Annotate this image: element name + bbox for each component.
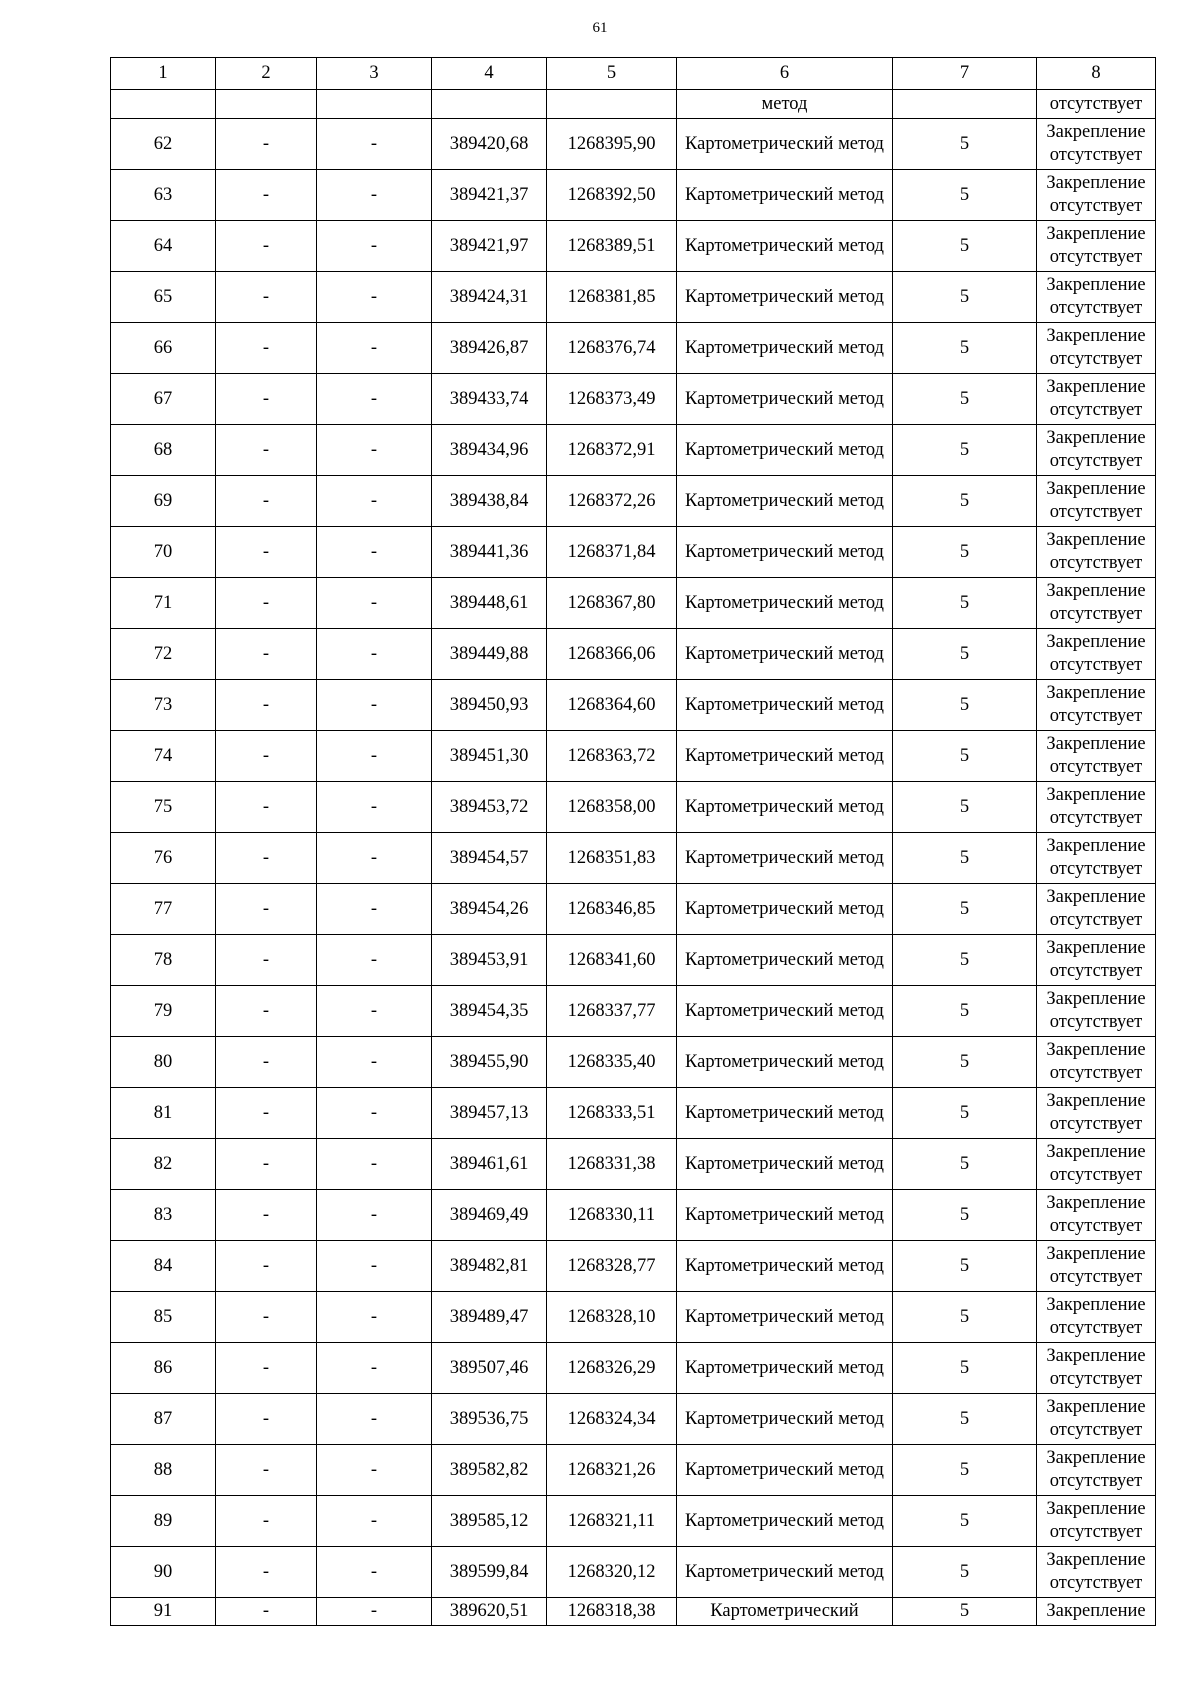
accuracy-cell: 5 (893, 170, 1037, 221)
table-cell: отсутствует (1037, 90, 1156, 119)
method-cell: Картометрический метод (677, 1241, 893, 1292)
table-row (111, 629, 1156, 680)
table-row (111, 1241, 1156, 1292)
table-row (111, 272, 1156, 323)
x-coordinate-cell: 389441,36 (432, 527, 547, 578)
point-number-cell: 78 (111, 935, 216, 986)
fixation-cell: Закрепление отсутствует (1037, 119, 1156, 170)
col2-cell: - (216, 272, 317, 323)
method-cell: Картометрический метод (677, 935, 893, 986)
accuracy-cell: 5 (893, 782, 1037, 833)
point-number-cell: 76 (111, 833, 216, 884)
y-coordinate-cell: 1268371,84 (547, 527, 677, 578)
header-cell-4: 4 (432, 58, 547, 90)
table-row (111, 1445, 1156, 1496)
accuracy-cell: 5 (893, 680, 1037, 731)
point-number-cell: 87 (111, 1394, 216, 1445)
header-cell-6: 6 (677, 58, 893, 90)
fixation-cell: Закрепление отсутствует (1037, 680, 1156, 731)
x-coordinate-cell: 389536,75 (432, 1394, 547, 1445)
accuracy-cell: 5 (893, 1088, 1037, 1139)
method-cell: Картометрический (677, 1598, 893, 1626)
col2-cell: - (216, 1445, 317, 1496)
col3-cell: - (317, 1292, 432, 1343)
point-number-cell: 77 (111, 884, 216, 935)
col2-cell: - (216, 1496, 317, 1547)
y-coordinate-cell: 1268330,11 (547, 1190, 677, 1241)
x-coordinate-cell: 389461,61 (432, 1139, 547, 1190)
col3-cell: - (317, 935, 432, 986)
table-row (111, 1037, 1156, 1088)
y-coordinate-cell: 1268335,40 (547, 1037, 677, 1088)
accuracy-cell: 5 (893, 1496, 1037, 1547)
method-cell: Картометрический метод (677, 833, 893, 884)
table-row (111, 1292, 1156, 1343)
y-coordinate-cell: 1268326,29 (547, 1343, 677, 1394)
col3-cell: - (317, 578, 432, 629)
table-row (111, 1547, 1156, 1598)
x-coordinate-cell: 389454,26 (432, 884, 547, 935)
x-coordinate-cell: 389455,90 (432, 1037, 547, 1088)
col3-cell: - (317, 1037, 432, 1088)
point-number-cell: 66 (111, 323, 216, 374)
table-row (111, 170, 1156, 221)
y-coordinate-cell: 1268364,60 (547, 680, 677, 731)
accuracy-cell: 5 (893, 1547, 1037, 1598)
method-cell: Картометрический метод (677, 680, 893, 731)
x-coordinate-cell: 389507,46 (432, 1343, 547, 1394)
accuracy-cell: 5 (893, 323, 1037, 374)
fixation-cell: Закрепление отсутствует (1037, 782, 1156, 833)
accuracy-cell: 5 (893, 1241, 1037, 1292)
point-number-cell: 74 (111, 731, 216, 782)
point-number-cell: 75 (111, 782, 216, 833)
coordinates-table (110, 57, 1156, 1626)
fixation-cell: Закрепление отсутствует (1037, 731, 1156, 782)
method-cell: Картометрический метод (677, 476, 893, 527)
accuracy-cell: 5 (893, 884, 1037, 935)
x-coordinate-cell: 389421,97 (432, 221, 547, 272)
y-coordinate-cell: 1268392,50 (547, 170, 677, 221)
col2-cell: - (216, 782, 317, 833)
accuracy-cell: 5 (893, 578, 1037, 629)
col2-cell: - (216, 629, 317, 680)
x-coordinate-cell: 389489,47 (432, 1292, 547, 1343)
method-cell: Картометрический метод (677, 323, 893, 374)
accuracy-cell: 5 (893, 1598, 1037, 1626)
x-coordinate-cell: 389585,12 (432, 1496, 547, 1547)
fixation-cell: Закрепление отсутствует (1037, 578, 1156, 629)
table-row (111, 884, 1156, 935)
y-coordinate-cell: 1268389,51 (547, 221, 677, 272)
table-cell (893, 90, 1037, 119)
col3-cell: - (317, 1547, 432, 1598)
fixation-cell: Закрепление отсутствует (1037, 323, 1156, 374)
x-coordinate-cell: 389438,84 (432, 476, 547, 527)
method-cell: Картометрический метод (677, 1139, 893, 1190)
point-number-cell: 79 (111, 986, 216, 1037)
x-coordinate-cell: 389424,31 (432, 272, 547, 323)
y-coordinate-cell: 1268351,83 (547, 833, 677, 884)
table-row (111, 527, 1156, 578)
fixation-cell: Закрепление отсутствует (1037, 833, 1156, 884)
table-cell (111, 90, 216, 119)
method-cell: Картометрический метод (677, 527, 893, 578)
accuracy-cell: 5 (893, 1037, 1037, 1088)
col2-cell: - (216, 884, 317, 935)
continuation-row (111, 90, 1156, 119)
header-cell-2: 2 (216, 58, 317, 90)
y-coordinate-cell: 1268395,90 (547, 119, 677, 170)
fixation-cell: Закрепление отсутствует (1037, 1088, 1156, 1139)
method-cell: Картометрический метод (677, 1394, 893, 1445)
fixation-cell: Закрепление (1037, 1598, 1156, 1626)
x-coordinate-cell: 389420,68 (432, 119, 547, 170)
point-number-cell: 86 (111, 1343, 216, 1394)
accuracy-cell: 5 (893, 1292, 1037, 1343)
fixation-cell: Закрепление отсутствует (1037, 1190, 1156, 1241)
x-coordinate-cell: 389421,37 (432, 170, 547, 221)
col3-cell: - (317, 476, 432, 527)
col2-cell: - (216, 1292, 317, 1343)
col3-cell: - (317, 1598, 432, 1626)
col3-cell: - (317, 680, 432, 731)
header-cell-1: 1 (111, 58, 216, 90)
page-number: 61 (592, 20, 608, 36)
accuracy-cell: 5 (893, 1445, 1037, 1496)
table-row (111, 731, 1156, 782)
method-cell: Картометрический метод (677, 1445, 893, 1496)
fixation-cell: Закрепление отсутствует (1037, 1343, 1156, 1394)
y-coordinate-cell: 1268331,38 (547, 1139, 677, 1190)
method-cell: Картометрический метод (677, 170, 893, 221)
fixation-cell: Закрепление отсутствует (1037, 986, 1156, 1037)
fixation-cell: Закрепление отсутствует (1037, 374, 1156, 425)
y-coordinate-cell: 1268363,72 (547, 731, 677, 782)
col3-cell: - (317, 1139, 432, 1190)
point-number-cell: 63 (111, 170, 216, 221)
col2-cell: - (216, 374, 317, 425)
col3-cell: - (317, 119, 432, 170)
method-cell: Картометрический метод (677, 1292, 893, 1343)
fixation-cell: Закрепление отсутствует (1037, 1445, 1156, 1496)
x-coordinate-cell: 389599,84 (432, 1547, 547, 1598)
fixation-cell: Закрепление отсутствует (1037, 272, 1156, 323)
x-coordinate-cell: 389453,91 (432, 935, 547, 986)
method-cell: Картометрический метод (677, 374, 893, 425)
x-coordinate-cell: 389450,93 (432, 680, 547, 731)
fixation-cell: Закрепление отсутствует (1037, 170, 1156, 221)
col2-cell: - (216, 1598, 317, 1626)
fixation-cell: Закрепление отсутствует (1037, 935, 1156, 986)
table-row (111, 782, 1156, 833)
table-row (111, 578, 1156, 629)
method-cell: Картометрический метод (677, 1190, 893, 1241)
col2-cell: - (216, 731, 317, 782)
x-coordinate-cell: 389469,49 (432, 1190, 547, 1241)
table-row (111, 833, 1156, 884)
col3-cell: - (317, 527, 432, 578)
fixation-cell: Закрепление отсутствует (1037, 476, 1156, 527)
method-cell: Картометрический метод (677, 221, 893, 272)
col2-cell: - (216, 935, 317, 986)
method-cell: Картометрический метод (677, 272, 893, 323)
table-cell (216, 90, 317, 119)
method-cell: Картометрический метод (677, 629, 893, 680)
method-cell: Картометрический метод (677, 986, 893, 1037)
accuracy-cell: 5 (893, 425, 1037, 476)
table-row (111, 935, 1156, 986)
fixation-cell: Закрепление отсутствует (1037, 1139, 1156, 1190)
col3-cell: - (317, 884, 432, 935)
header-row (111, 58, 1156, 90)
y-coordinate-cell: 1268372,26 (547, 476, 677, 527)
col2-cell: - (216, 476, 317, 527)
col2-cell: - (216, 986, 317, 1037)
accuracy-cell: 5 (893, 833, 1037, 884)
point-number-cell: 84 (111, 1241, 216, 1292)
point-number-cell: 62 (111, 119, 216, 170)
col2-cell: - (216, 578, 317, 629)
table-row (111, 1343, 1156, 1394)
accuracy-cell: 5 (893, 527, 1037, 578)
col3-cell: - (317, 1343, 432, 1394)
table-row (111, 374, 1156, 425)
table-row (111, 323, 1156, 374)
accuracy-cell: 5 (893, 1139, 1037, 1190)
table-row (111, 119, 1156, 170)
fixation-cell: Закрепление отсутствует (1037, 425, 1156, 476)
col3-cell: - (317, 986, 432, 1037)
col3-cell: - (317, 272, 432, 323)
col2-cell: - (216, 221, 317, 272)
point-number-cell: 83 (111, 1190, 216, 1241)
point-number-cell: 69 (111, 476, 216, 527)
point-number-cell: 81 (111, 1088, 216, 1139)
point-number-cell: 70 (111, 527, 216, 578)
x-coordinate-cell: 389433,74 (432, 374, 547, 425)
point-number-cell: 90 (111, 1547, 216, 1598)
table-row (111, 476, 1156, 527)
col2-cell: - (216, 323, 317, 374)
col3-cell: - (317, 1088, 432, 1139)
col2-cell: - (216, 425, 317, 476)
point-number-cell: 65 (111, 272, 216, 323)
col2-cell: - (216, 1139, 317, 1190)
col2-cell: - (216, 1394, 317, 1445)
x-coordinate-cell: 389453,72 (432, 782, 547, 833)
fixation-cell: Закрепление отсутствует (1037, 1547, 1156, 1598)
accuracy-cell: 5 (893, 629, 1037, 680)
col2-cell: - (216, 680, 317, 731)
method-cell: Картометрический метод (677, 782, 893, 833)
point-number-cell: 71 (111, 578, 216, 629)
header-cell-3: 3 (317, 58, 432, 90)
point-number-cell: 88 (111, 1445, 216, 1496)
y-coordinate-cell: 1268381,85 (547, 272, 677, 323)
accuracy-cell: 5 (893, 935, 1037, 986)
accuracy-cell: 5 (893, 1190, 1037, 1241)
x-coordinate-cell: 389482,81 (432, 1241, 547, 1292)
y-coordinate-cell: 1268372,91 (547, 425, 677, 476)
point-number-cell: 68 (111, 425, 216, 476)
col2-cell: - (216, 1241, 317, 1292)
method-cell: Картометрический метод (677, 119, 893, 170)
col3-cell: - (317, 170, 432, 221)
fixation-cell: Закрепление отсутствует (1037, 1241, 1156, 1292)
table-cell (317, 90, 432, 119)
point-number-cell: 89 (111, 1496, 216, 1547)
y-coordinate-cell: 1268367,80 (547, 578, 677, 629)
fixation-cell: Закрепление отсутствует (1037, 884, 1156, 935)
table-row (111, 1088, 1156, 1139)
col2-cell: - (216, 833, 317, 884)
table-row (111, 221, 1156, 272)
y-coordinate-cell: 1268318,38 (547, 1598, 677, 1626)
col3-cell: - (317, 1394, 432, 1445)
col3-cell: - (317, 374, 432, 425)
col2-cell: - (216, 170, 317, 221)
y-coordinate-cell: 1268328,77 (547, 1241, 677, 1292)
col3-cell: - (317, 731, 432, 782)
y-coordinate-cell: 1268366,06 (547, 629, 677, 680)
x-coordinate-cell: 389451,30 (432, 731, 547, 782)
col3-cell: - (317, 782, 432, 833)
point-number-cell: 67 (111, 374, 216, 425)
x-coordinate-cell: 389426,87 (432, 323, 547, 374)
method-cell: Картометрический метод (677, 1088, 893, 1139)
header-cell-5: 5 (547, 58, 677, 90)
header-cell-7: 7 (893, 58, 1037, 90)
accuracy-cell: 5 (893, 1343, 1037, 1394)
table-row (111, 1394, 1156, 1445)
table-row (111, 986, 1156, 1037)
method-cell: Картометрический метод (677, 884, 893, 935)
table-cell (547, 90, 677, 119)
accuracy-cell: 5 (893, 986, 1037, 1037)
table-row-last (111, 1598, 1156, 1626)
fixation-cell: Закрепление отсутствует (1037, 1496, 1156, 1547)
y-coordinate-cell: 1268333,51 (547, 1088, 677, 1139)
method-cell: Картометрический метод (677, 1037, 893, 1088)
fixation-cell: Закрепление отсутствует (1037, 1292, 1156, 1343)
fixation-cell: Закрепление отсутствует (1037, 1394, 1156, 1445)
method-cell: Картометрический метод (677, 1496, 893, 1547)
method-cell: Картометрический метод (677, 578, 893, 629)
point-number-cell: 80 (111, 1037, 216, 1088)
col2-cell: - (216, 1088, 317, 1139)
col3-cell: - (317, 323, 432, 374)
fixation-cell: Закрепление отсутствует (1037, 221, 1156, 272)
col2-cell: - (216, 1037, 317, 1088)
method-cell: Картометрический метод (677, 1547, 893, 1598)
y-coordinate-cell: 1268358,00 (547, 782, 677, 833)
table-cell: метод (677, 90, 893, 119)
y-coordinate-cell: 1268337,77 (547, 986, 677, 1037)
point-number-cell: 91 (111, 1598, 216, 1626)
col2-cell: - (216, 119, 317, 170)
y-coordinate-cell: 1268341,60 (547, 935, 677, 986)
x-coordinate-cell: 389454,35 (432, 986, 547, 1037)
point-number-cell: 64 (111, 221, 216, 272)
y-coordinate-cell: 1268328,10 (547, 1292, 677, 1343)
y-coordinate-cell: 1268321,26 (547, 1445, 677, 1496)
col2-cell: - (216, 527, 317, 578)
y-coordinate-cell: 1268321,11 (547, 1496, 677, 1547)
col2-cell: - (216, 1190, 317, 1241)
method-cell: Картометрический метод (677, 1343, 893, 1394)
method-cell: Картометрический метод (677, 425, 893, 476)
col3-cell: - (317, 1241, 432, 1292)
col3-cell: - (317, 833, 432, 884)
x-coordinate-cell: 389434,96 (432, 425, 547, 476)
x-coordinate-cell: 389457,13 (432, 1088, 547, 1139)
x-coordinate-cell: 389449,88 (432, 629, 547, 680)
point-number-cell: 73 (111, 680, 216, 731)
col3-cell: - (317, 1190, 432, 1241)
col3-cell: - (317, 221, 432, 272)
point-number-cell: 82 (111, 1139, 216, 1190)
table-row (111, 680, 1156, 731)
accuracy-cell: 5 (893, 119, 1037, 170)
col2-cell: - (216, 1343, 317, 1394)
accuracy-cell: 5 (893, 272, 1037, 323)
y-coordinate-cell: 1268373,49 (547, 374, 677, 425)
method-cell: Картометрический метод (677, 731, 893, 782)
point-number-cell: 85 (111, 1292, 216, 1343)
header-cell-8: 8 (1037, 58, 1156, 90)
x-coordinate-cell: 389582,82 (432, 1445, 547, 1496)
x-coordinate-cell: 389454,57 (432, 833, 547, 884)
table-row (111, 1139, 1156, 1190)
y-coordinate-cell: 1268376,74 (547, 323, 677, 374)
fixation-cell: Закрепление отсутствует (1037, 1037, 1156, 1088)
col3-cell: - (317, 425, 432, 476)
accuracy-cell: 5 (893, 1394, 1037, 1445)
point-number-cell: 72 (111, 629, 216, 680)
table-header (111, 58, 1156, 90)
y-coordinate-cell: 1268320,12 (547, 1547, 677, 1598)
table-row (111, 425, 1156, 476)
y-coordinate-cell: 1268324,34 (547, 1394, 677, 1445)
col3-cell: - (317, 1445, 432, 1496)
col2-cell: - (216, 1547, 317, 1598)
table-row (111, 1190, 1156, 1241)
y-coordinate-cell: 1268346,85 (547, 884, 677, 935)
table-cell (432, 90, 547, 119)
table-row (111, 1496, 1156, 1547)
x-coordinate-cell: 389620,51 (432, 1598, 547, 1626)
fixation-cell: Закрепление отсутствует (1037, 527, 1156, 578)
accuracy-cell: 5 (893, 221, 1037, 272)
accuracy-cell: 5 (893, 731, 1037, 782)
col3-cell: - (317, 1496, 432, 1547)
col3-cell: - (317, 629, 432, 680)
x-coordinate-cell: 389448,61 (432, 578, 547, 629)
fixation-cell: Закрепление отсутствует (1037, 629, 1156, 680)
table-body (111, 90, 1156, 1626)
accuracy-cell: 5 (893, 374, 1037, 425)
accuracy-cell: 5 (893, 476, 1037, 527)
